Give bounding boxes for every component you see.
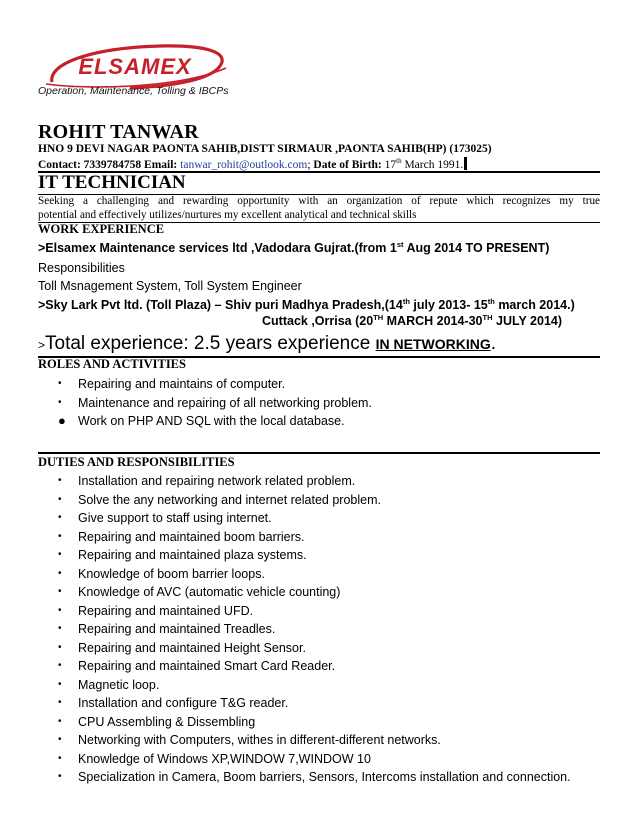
- bullet-icon: •: [58, 530, 62, 542]
- list-item: [58, 657, 571, 676]
- list-item-text: Networking with Computers, withes in different-different networks.: [78, 733, 441, 747]
- bullet-icon: •: [58, 586, 62, 597]
- list-item-text: Repairing and maintained Smart Card Reader.: [78, 659, 336, 673]
- list-item: [58, 583, 571, 602]
- bullet-icon: •: [58, 549, 62, 560]
- bullet-icon: •: [58, 604, 62, 616]
- list-item: [58, 731, 571, 750]
- job-skylark: [38, 297, 575, 312]
- divider: [38, 452, 600, 454]
- list-item-text: Knowledge of boom barrier loops.: [78, 566, 265, 581]
- dob-rest: March 1991.: [404, 159, 464, 171]
- bullet-icon: •: [58, 378, 62, 389]
- roles-heading: ROLES AND ACTIVITIES: [38, 357, 186, 371]
- list-item: [58, 375, 372, 394]
- objective-line-2: potential and effectively utilizes/nurtures my excellent analytical and technical skills: [38, 209, 417, 221]
- text-cursor: [464, 157, 467, 170]
- responsibilities-label: Responsibilities: [38, 261, 125, 275]
- bullet-icon: ●: [58, 413, 66, 428]
- job3-text-a: Cuttack ,Orrisa (20: [262, 314, 374, 329]
- bullet-icon: •: [58, 660, 62, 671]
- duties-heading: DUTIES AND RESPONSIBILITIES: [38, 455, 235, 469]
- bullet-icon: •: [58, 678, 62, 690]
- list-item: [58, 565, 571, 584]
- list-item: [58, 602, 571, 621]
- bullet-icon: •: [58, 715, 62, 727]
- logo-tagline: Operation, Maintenance, Tolling & IBCPs: [38, 85, 229, 97]
- list-item: [58, 394, 372, 413]
- list-item: [58, 491, 571, 510]
- job3-text-c: JULY 2014): [492, 314, 563, 329]
- job2-text-b: july 2013- 15: [409, 298, 488, 313]
- list-item-text: Repairing and maintained Treadles.: [78, 622, 276, 636]
- list-item: [58, 509, 571, 528]
- bullet-icon: •: [58, 623, 62, 634]
- list-item: [58, 750, 571, 769]
- job3-text-b: MARCH 2014-30: [383, 314, 483, 329]
- job2-text-a: >Sky Lark Pvt ltd. (Toll Plaza) – Shiv puri Madhya Pradesh,(14: [38, 298, 403, 313]
- job-title: IT TECHNICIAN: [38, 172, 186, 193]
- bullet-icon: •: [58, 396, 62, 408]
- contact-label: Contact:: [38, 159, 81, 171]
- job2-sup2: th: [487, 297, 495, 306]
- bullet-icon: •: [58, 771, 62, 782]
- address: HNO 9 DEVI NAGAR PAONTA SAHIB,DISTT SIRMAUR ,PAONTA SAHIB(HP) (173025): [38, 143, 492, 155]
- candidate-name: ROHIT TANWAR: [38, 121, 199, 143]
- email-link[interactable]: tanwar_rohit@outlook.com: [180, 159, 308, 171]
- bullet-icon: •: [58, 734, 62, 745]
- list-item: [58, 620, 571, 639]
- list-item-text: Specialization in Camera, Boom barriers, Sensors, Intercoms installation and connection.: [78, 770, 571, 784]
- list-item-text: Repairing and maintained UFD.: [78, 603, 254, 618]
- list-item: [58, 639, 571, 658]
- dob-day: 17: [384, 159, 397, 171]
- bullet-icon: •: [58, 475, 62, 486]
- list-item-text: Installation and repairing network related problem.: [78, 474, 356, 488]
- list-item: [58, 694, 571, 713]
- list-item: [58, 472, 571, 491]
- duties-list: [58, 472, 571, 787]
- list-item: [58, 546, 571, 565]
- list-item-text: Knowledge of AVC (automatic vehicle counting): [78, 585, 341, 599]
- job-cuttack: [262, 313, 562, 328]
- total-text: Total experience: 2.5 years experience: [45, 333, 376, 354]
- job1-text-a: >Elsamex Maintenance services ltd ,Vadodara Gujrat.(from 1: [38, 241, 397, 256]
- job2-text-c: march 2014.): [494, 298, 575, 313]
- email-label: Email:: [144, 159, 178, 171]
- list-item-text: Maintenance and repairing of all networking problem.: [78, 395, 372, 410]
- bullet-icon: •: [58, 697, 62, 708]
- total-end: .: [490, 333, 496, 354]
- bullet-icon: •: [58, 641, 62, 653]
- list-item-text: Repairing and maintained boom barriers.: [78, 529, 305, 544]
- list-item-text: Repairing and maintained plaza systems.: [78, 548, 307, 562]
- objective: [38, 194, 600, 222]
- dob-label: Date of Birth:: [313, 159, 382, 171]
- objective-line-1: Seeking a challenging and rewarding opportunity with an organization of repute which recognizes my true: [38, 195, 600, 207]
- job-elsamex: [38, 240, 549, 255]
- list-item-text: Knowledge of Windows XP,WINDOW 7,WINDOW 10: [78, 751, 371, 766]
- list-item-text: Give support to staff using internet.: [78, 511, 272, 525]
- list-item-text: CPU Assembling & Dissembling: [78, 714, 256, 729]
- job2-sup1: th: [402, 297, 410, 306]
- role-text: Toll Msnagement System, Toll System Engineer: [38, 279, 302, 293]
- list-item: [58, 412, 372, 431]
- total-experience: [38, 333, 496, 355]
- dob-sup: th: [396, 157, 402, 166]
- list-item-text: Repairing and maintained Height Sensor.: [78, 640, 306, 655]
- job3-sup2: TH: [482, 313, 493, 322]
- roles-list: [58, 375, 372, 431]
- list-item-text: Magnetic loop.: [78, 677, 160, 692]
- svg-text:ELSAMEX: ELSAMEX: [78, 54, 192, 79]
- bullet-icon: •: [58, 567, 62, 579]
- list-item: [58, 768, 571, 787]
- total-networking: IN NETWORKING: [375, 336, 491, 352]
- list-item: [58, 713, 571, 732]
- job3-sup1: TH: [373, 313, 384, 322]
- list-item: [58, 528, 571, 547]
- work-experience-heading: WORK EXPERIENCE: [38, 222, 165, 236]
- list-item-text: Repairing and maintains of computer.: [78, 377, 286, 391]
- list-item-text: Work on PHP AND SQL with the local database.: [78, 414, 345, 428]
- contact-line: Contact: 7339784758 Email: tanwar_rohit@outlook.com; Date of Birth: 17th March 1991.: [38, 157, 467, 171]
- bullet-icon: •: [58, 512, 62, 523]
- job1-text-b: Aug 2014 TO PRESENT): [403, 241, 550, 256]
- list-item: [58, 676, 571, 695]
- bullet-icon: •: [58, 752, 62, 764]
- total-prefix: >: [38, 338, 46, 352]
- list-item-text: Solve the any networking and internet related problem.: [78, 492, 381, 507]
- job1-sup: st: [396, 240, 404, 249]
- list-item-text: Installation and configure T&G reader.: [78, 696, 289, 710]
- bullet-icon: •: [58, 493, 62, 505]
- contact-number: 7339784758: [83, 159, 142, 171]
